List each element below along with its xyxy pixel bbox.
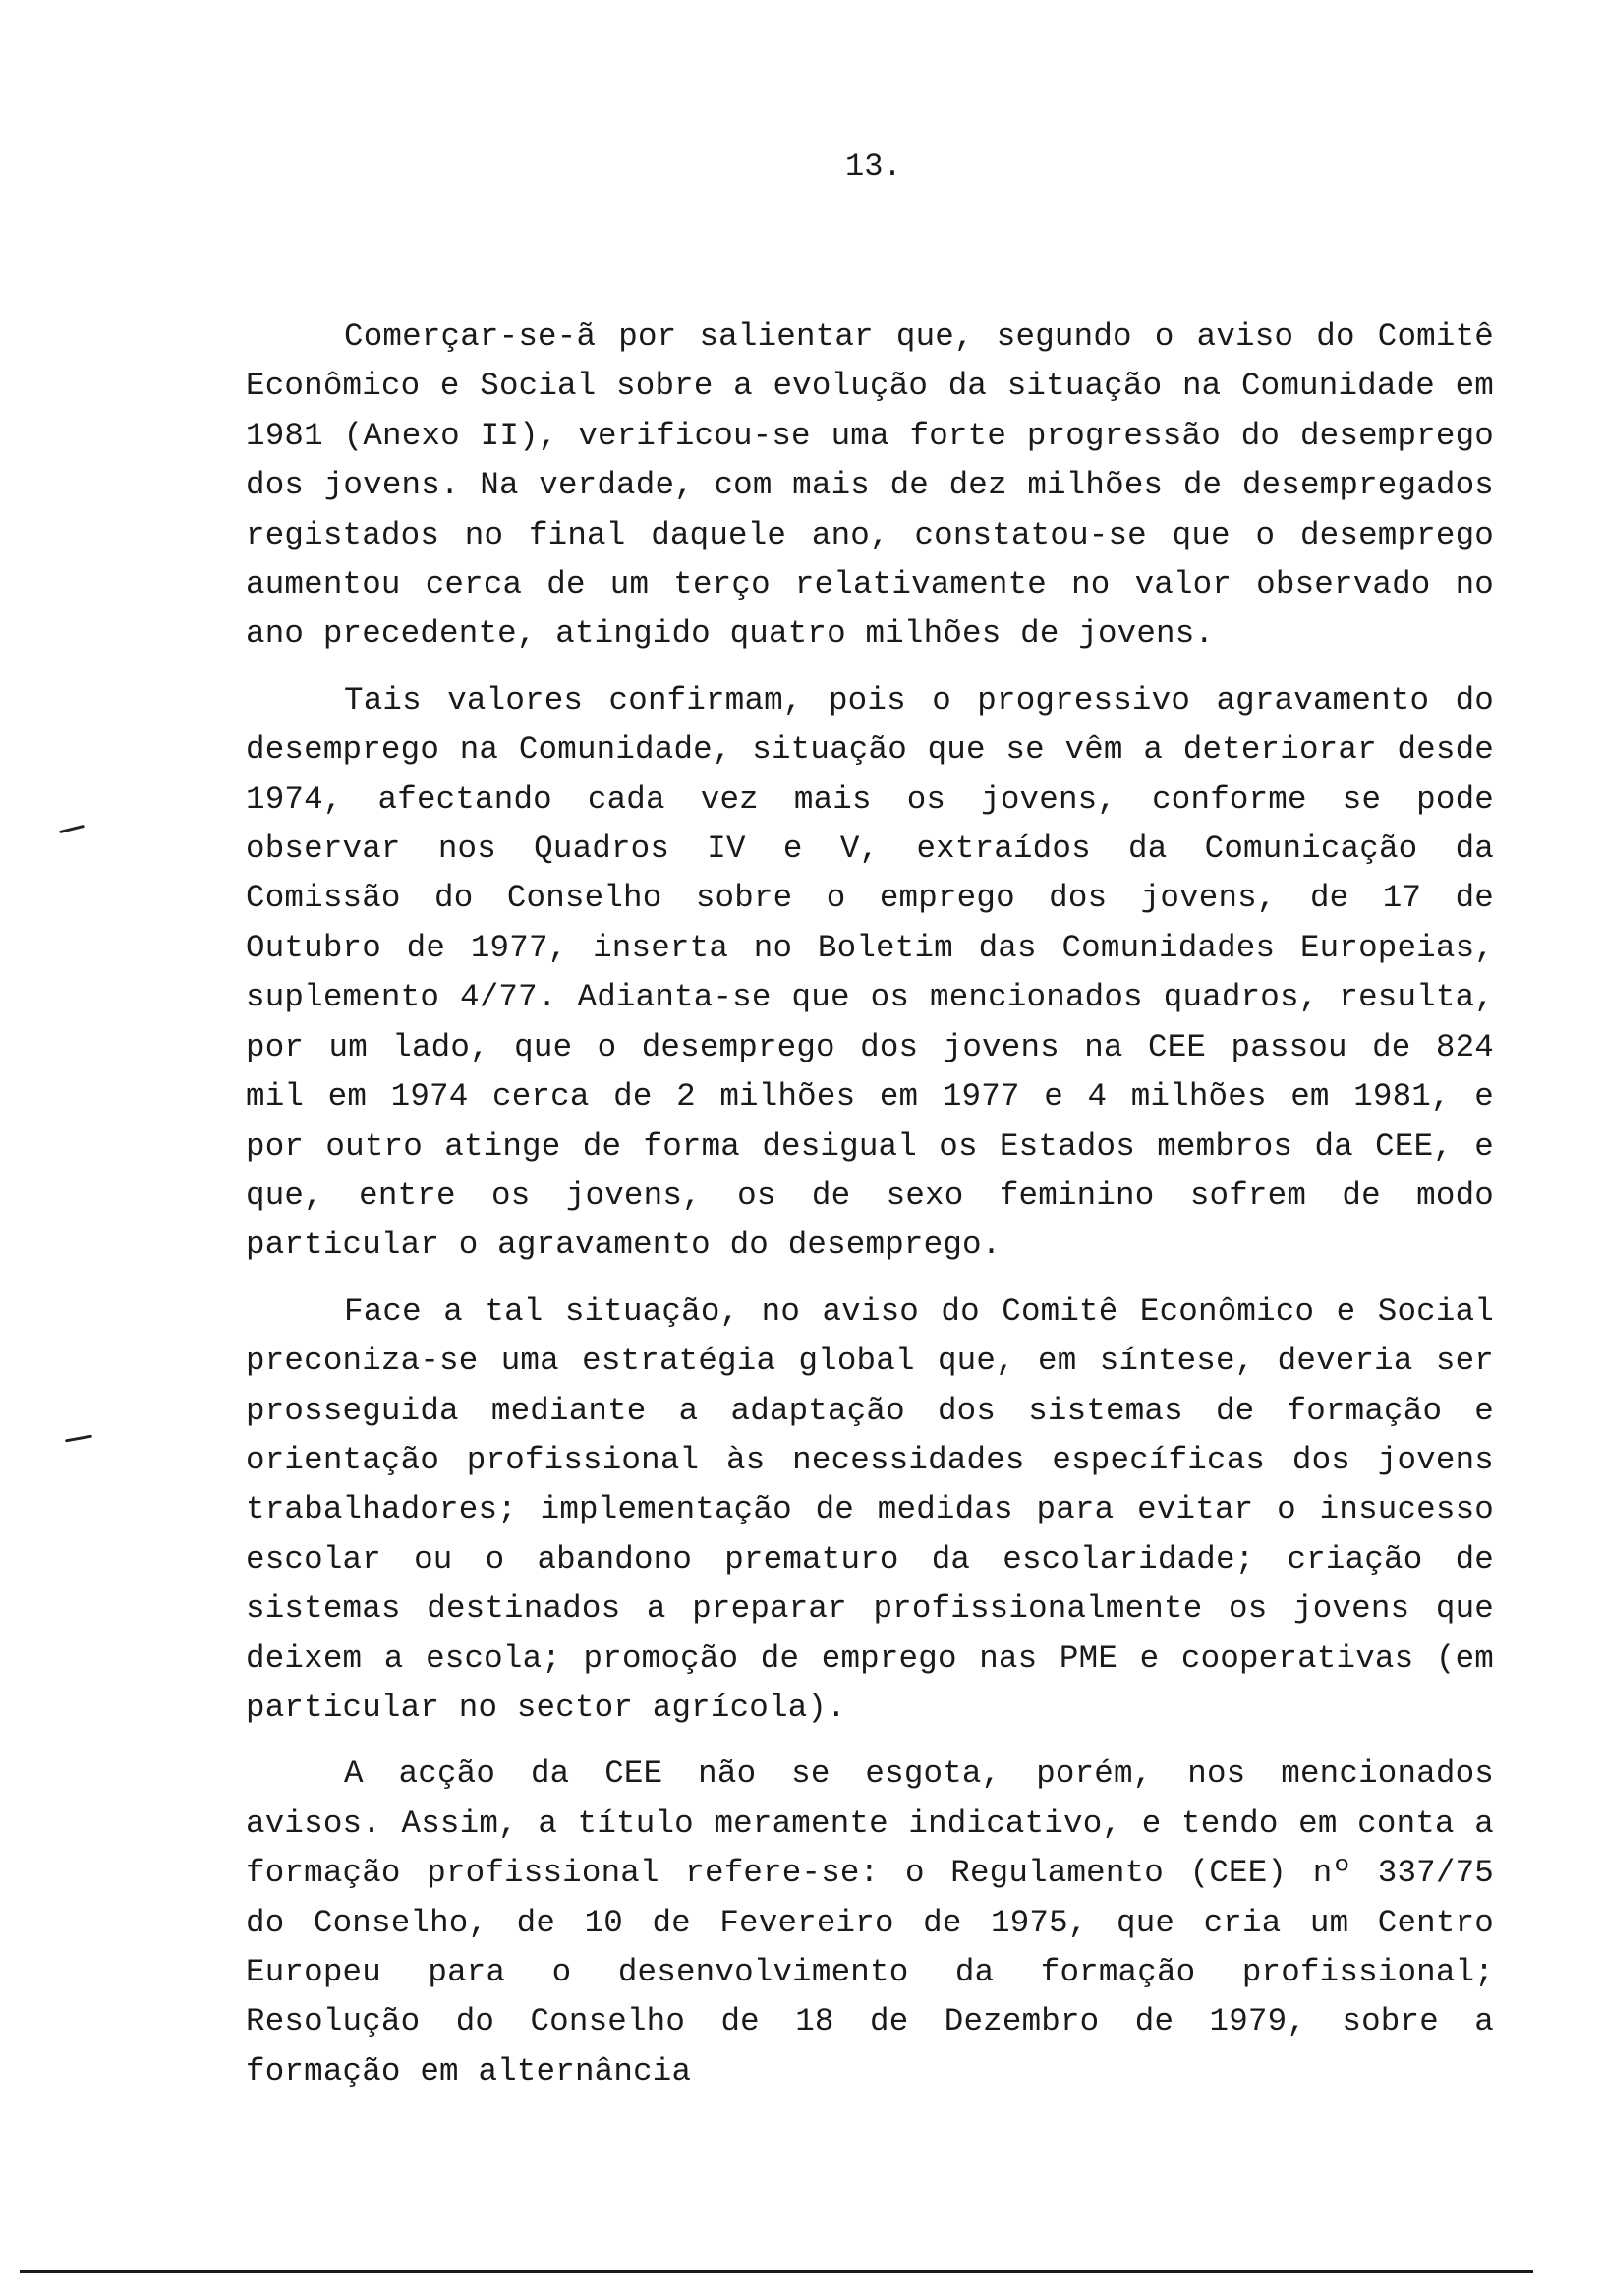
- margin-mark: [65, 1435, 92, 1443]
- body-text: [246, 313, 1494, 2113]
- page-number: 13.: [845, 148, 902, 185]
- paragraph-4: A acção da CEE não se esgota, porém, nos mencionados avisos. Assim, a título meramente indicativo, e tendo em conta a formação profissional refere-se: o Regulamento (CEE) nº 337/75 do Conselho, de 10 de Fevereiro de 1975, que cria um Centro Europeu para o desenvolvimento da formação profissional; Resolução do Conselho de 18 de Dezembro de 1979, sobre a formação em alternância: [246, 1755, 1494, 2090]
- paragraph-1: Comerçar-se-ã por salientar que, segundo o aviso do Comitê Econômico e Social sobre a evolução da situação na Comunidade em 1981 (Anexo II), verificou-se uma forte progressão do desemprego dos jovens. Na verdade, com mais de dez milhões de desempregados registados no final daquele ano, constatou-se que o desemprego aumentou cerca de um terço relativamente no valor observado no ano precedente, atingido quatro milhões de jovens.: [246, 318, 1494, 653]
- paragraph-2: Tais valores confirmam, pois o progressivo agravamento do desemprego na Comunidade, situação que se vêm a deteriorar desde 1974, afectando cada vez mais os jovens, conforme se pode observar nos Quadros IV e V, extraídos da Comunicação da Comissão do Conselho sobre o emprego dos jovens, de 17 de Outubro de 1977, inserta no Boletim das Comunidades Europeias, suplemento 4/77. Adianta-se que os mencionados quadros, resulta, por um lado, que o desemprego dos jovens na CEE passou de 824 mil em 1974 cerca de 2 milhões em 1977 e 4 milhões em 1981, e por outro atinge de forma desigual os Estados membros da CEE, e que, entre os jovens, os de sexo feminino sofrem de modo particular o agravamento do desemprego.: [246, 681, 1494, 1264]
- bottom-rule: [20, 2270, 1533, 2273]
- paragraph-3: Face a tal situação, no aviso do Comitê Econômico e Social preconiza-se uma estratégia global que, em síntese, deveria ser prosseguida mediante a adaptação dos sistemas de formação e orientação profissional às necessidades específicas dos jovens trabalhadores; implementação de medidas para evitar o insucesso escolar ou o abandono prematuro da escolaridade; criação de sistemas destinados a preparar profissionalmente os jovens que deixem a escola; promoção de emprego nas PME e cooperativas (em particular no sector agrícola).: [246, 1292, 1494, 1726]
- margin-mark: [59, 825, 85, 833]
